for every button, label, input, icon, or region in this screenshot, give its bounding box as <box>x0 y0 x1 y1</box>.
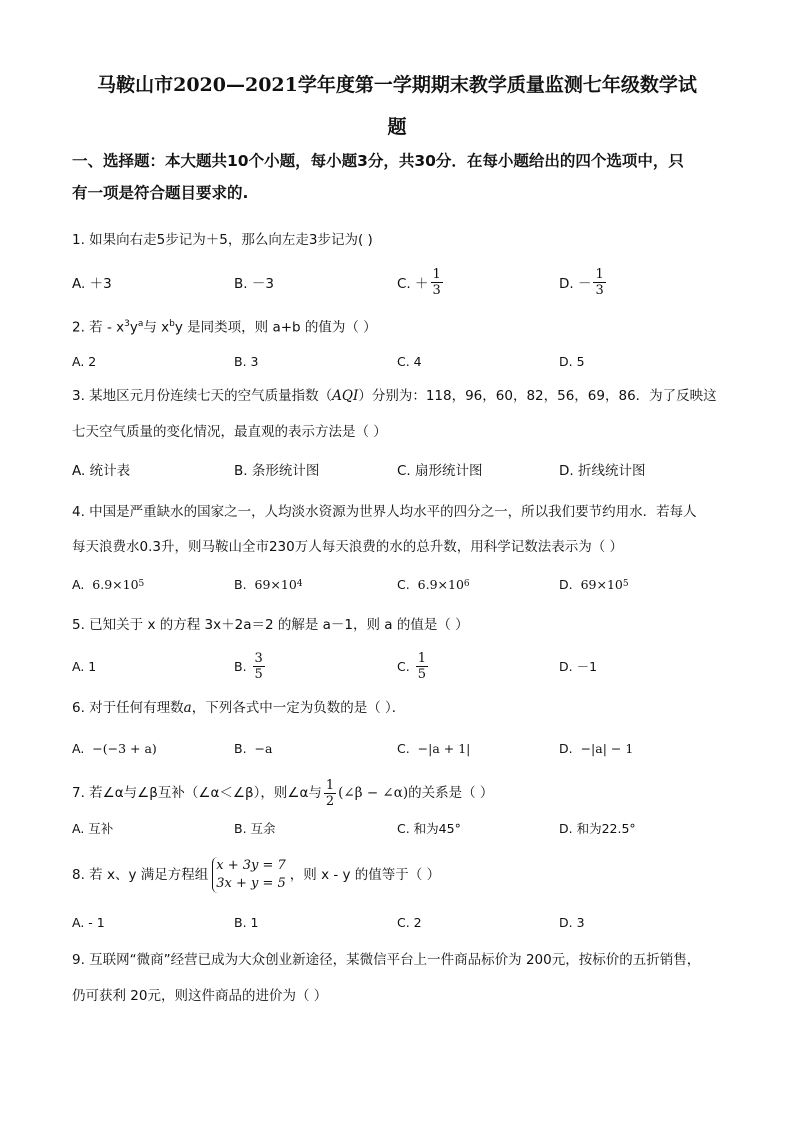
fraction-numerator: 3 <box>254 650 263 666</box>
fraction <box>416 651 428 682</box>
stem-text: 8. 若 x、y 满足方程组 <box>72 867 209 883</box>
option-expression: −(−3 + a) <box>92 740 157 756</box>
option-label: B. <box>234 658 247 674</box>
question-3-option-a: A. 统计表 <box>72 463 131 479</box>
option-expression: −|a| − 1 <box>580 740 634 756</box>
question-2-option-d: D. 5 <box>559 353 585 369</box>
question-2-option-b: B. 3 <box>234 353 259 369</box>
question-3-option-b: B. 条形统计图 <box>234 463 320 479</box>
question-9-line2: 仍可获利 20元，则这件商品的进价为（ ） <box>72 988 328 1004</box>
option-label: B. <box>234 576 247 592</box>
stem-text: 与 x <box>143 319 170 336</box>
question-6-stem <box>72 698 732 718</box>
question-1-option-b: B. －3 <box>234 276 274 292</box>
question-6-option-d <box>559 728 633 768</box>
question-5-options <box>72 646 732 686</box>
question-5-option-b <box>234 646 267 686</box>
stem-text: ）分别为：118，96，60，82，56，69，86．为了反映这 <box>358 388 717 404</box>
option-label: B. <box>234 740 247 756</box>
option-expression: 69×10 <box>254 576 297 592</box>
superscript: 3 <box>124 319 130 329</box>
fraction-denominator: 5 <box>417 666 426 682</box>
stem-text: ，下列各式中一定为负数的是（ ）． <box>191 700 406 716</box>
stem-text: 3. 某地区元月份连续七天的空气质量指数（ <box>72 388 333 404</box>
question-5-stem: 5. 已知关于 x 的方程 3x＋2a＝2 的解是 a－1，则 a 的值是（ ） <box>72 617 469 633</box>
option-d-prefix: D. － <box>559 276 592 292</box>
stem-text: ，则 x - y 的值等于（ ） <box>289 867 441 883</box>
fraction <box>593 267 605 298</box>
question-1-stem: 1. 如果向右走5步记为＋5，那么向左走3步记为( ) <box>72 232 373 248</box>
stem-text: 6. 对于任何有理数 <box>72 700 184 716</box>
question-2-options <box>72 341 732 381</box>
question-3-options <box>72 449 732 489</box>
section-heading-line2: 有一项是符合题目要求的. <box>72 184 249 202</box>
superscript: b <box>169 319 175 329</box>
question-2-option-a: A. 2 <box>72 353 97 369</box>
question-8-option-b: B. 1 <box>234 914 259 930</box>
question-1-option-c <box>397 262 445 302</box>
question-2-option-c: C. 4 <box>397 353 422 369</box>
question-8-stem <box>72 855 732 895</box>
question-4-option-d <box>559 564 629 604</box>
question-8-option-c: C. 2 <box>397 914 422 930</box>
fraction-numerator: 1 <box>595 266 604 282</box>
superscript: 5 <box>622 579 629 589</box>
option-c-prefix: C. ＋ <box>397 276 429 292</box>
option-label: D. <box>559 740 573 756</box>
stem-text: y 是同类项，则 a+b 的值为（ ） <box>174 319 377 336</box>
option-label: C. <box>397 576 410 592</box>
superscript: 6 <box>463 579 470 589</box>
equation-1: x + 3y = 7 <box>216 858 286 873</box>
option-expression: −|a + 1| <box>417 740 471 756</box>
question-3-line1 <box>72 386 732 406</box>
fraction-denominator: 3 <box>432 282 441 298</box>
option-expression: 6.9×10 <box>92 576 139 592</box>
question-1-option-d <box>559 262 608 302</box>
question-8-option-d: D. 3 <box>559 914 585 930</box>
fraction-denominator: 2 <box>325 793 335 809</box>
question-9-line1: 9. 互联网“微商”经营已成为大众创业新途径，某微信平台上一件商品标价为 200元，按标价的五折销售， <box>72 952 701 968</box>
stem-text: 2. 若 - x <box>72 319 125 336</box>
aqi-term: AQI <box>332 388 359 404</box>
equation-2: 3x + y = 5 <box>216 876 286 891</box>
question-8-options <box>72 902 732 942</box>
question-6-option-b <box>234 728 272 768</box>
stem-expression: (∠β − ∠α) <box>338 785 409 801</box>
question-7-stem <box>72 778 732 808</box>
option-label: A. <box>72 740 85 756</box>
question-4-line1: 4. 中国是严重缺水的国家之一，人均淡水资源为世界人均水平的四分之一，所以我们要节约用水．若每人 <box>72 504 697 520</box>
fraction-numerator: 1 <box>432 266 441 282</box>
question-5-option-d: D. －1 <box>559 659 598 674</box>
question-3-option-d: D. 折线统计图 <box>559 463 646 479</box>
superscript: 5 <box>138 579 145 589</box>
option-label: D. <box>559 576 573 592</box>
option-expression: 6.9×10 <box>417 576 464 592</box>
question-7-option-b: B. 互余 <box>234 821 276 836</box>
question-5-option-a: A. 1 <box>72 658 97 674</box>
question-2-stem <box>72 314 732 338</box>
option-label: C. <box>397 740 410 756</box>
question-7-option-c: C. 和为45° <box>397 821 461 836</box>
superscript: 4 <box>296 579 303 589</box>
fraction <box>253 651 265 682</box>
question-4-line2: 每天浪费水0.3升，则马鞍山全市230万人每天浪费的水的总升数，用科学记数法表示为（ ） <box>72 539 624 555</box>
option-expression: 69×10 <box>580 576 623 592</box>
question-7-options <box>72 808 732 848</box>
question-4-options <box>72 564 732 604</box>
question-6-options <box>72 728 732 768</box>
fraction-numerator: 1 <box>325 777 335 793</box>
question-6-option-a <box>72 728 157 768</box>
option-label: A. <box>72 576 85 592</box>
stem-text: 的关系是（ ） <box>408 785 494 801</box>
exam-title-line2: 题 <box>387 116 407 138</box>
question-3-line2: 七天空气质量的变化情况，最直观的表示方法是（ ） <box>72 424 387 440</box>
fraction-denominator: 3 <box>595 282 604 298</box>
question-1-option-a: A. ＋3 <box>72 276 112 292</box>
question-7-option-d: D. 和为22.5° <box>559 821 636 836</box>
equation-system <box>212 857 286 893</box>
stem-text: 7. 若∠α与∠β互补（∠α＜∠β），则∠α与 <box>72 785 322 801</box>
superscript: a <box>137 319 144 329</box>
exam-title-line1: 马鞍山市2020—2021学年度第一学期期末教学质量监测七年级数学试 <box>97 74 697 96</box>
variable: a <box>183 700 192 716</box>
section-heading-line1: 一、选择题：本大题共10个小题，每小题3分，共30分．在每小题给出的四个选项中，只 <box>72 152 684 170</box>
question-4-option-a <box>72 564 144 604</box>
fraction <box>324 778 336 809</box>
question-8-option-a: A. - 1 <box>72 914 105 930</box>
question-1-options <box>72 262 732 302</box>
question-4-option-b <box>234 564 303 604</box>
question-5-option-c <box>397 646 430 686</box>
question-3-option-c: C. 扇形统计图 <box>397 463 483 479</box>
fraction-denominator: 5 <box>254 666 263 682</box>
question-4-option-c <box>397 564 470 604</box>
option-expression: −a <box>254 740 273 756</box>
question-6-option-c <box>397 728 470 768</box>
option-label: C. <box>397 658 410 674</box>
question-7-option-a: A. 互补 <box>72 821 114 836</box>
stem-text: y <box>129 319 138 336</box>
fraction <box>431 267 443 298</box>
fraction-numerator: 1 <box>417 650 426 666</box>
